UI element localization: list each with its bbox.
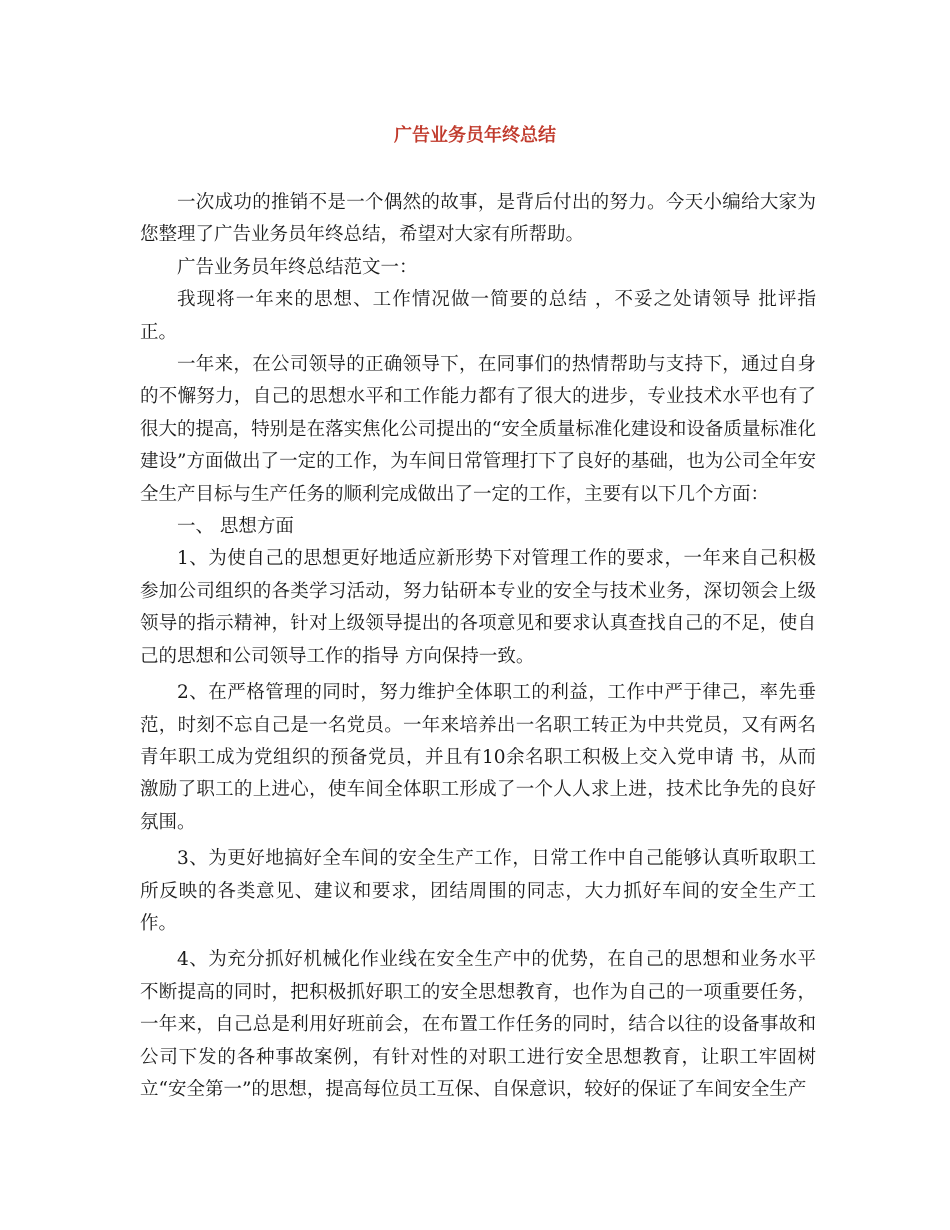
paragraph-item-2: 2、在严格管理的同时，努力维护全体职工的利益，工作中严于律己，率先垂范，时刻不忘自己是一名党员。一年来培养出一名职工转正为中共党员，又有两名青年职工成为党组织的预备党员，并且有10余名职工积极上交入党申请 书，从而激励了职工的上进心，使车间全体职工形成了一个人人求上进，技术比争先的良好氛围。 xyxy=(140,682,816,833)
section-heading-thinking: 一、 思想方面 xyxy=(177,516,294,538)
paragraph-sample-heading: 广告业务员年终总结范文一： xyxy=(177,256,418,278)
paragraph-item-4: 4、为充分抓好机械化作业线在安全生产中的优势，在自己的思想和业务水平不断提高的同时，把积极抓好职工的安全思想教育，也作为自己的一项重要任务，一年来，自己总是利用好班前会，在布置工作任务的同时，结合以往的设备事故和公司下发的各种事故案例，有针对性的对职工进行安全思想教育，让职工牢固树立“安全第一”的思想，提高每位员工互保、自保意识，较好的保证了车间安全生产 xyxy=(140,949,816,1100)
document-body xyxy=(140,187,816,1106)
document-title: 广告业务员年终总结 xyxy=(394,125,556,146)
paragraph-year-overview: 一年来，在公司领导的正确领导下，在同事们的热情帮助与支持下，通过自身的不懈努力，自己的思想水平和工作能力都有了很大的进步，专业技术水平也有了很大的提高，特别是在落实焦化公司提出的“安全质量标准化建设和设备质量标准化建设”方面做出了一定的工作，为车间日常管理打下了良好的基础，也为公司全年安全生产目标与生产任务的顺利完成做出了一定的工作，主要有以下几个方面： xyxy=(140,354,816,505)
paragraph-summary-lead: 我现将一年来的思想、工作情况做一简要的总结 ，不妥之处请领导 批评指正。 xyxy=(140,289,816,343)
paragraph-item-1: 1、为使自己的思想更好地适应新形势下对管理工作的要求，一年来自己积极参加公司组织的各类学习活动，努力钻研本专业的安全与技术业务，深切领会上级领导的指示精神，针对上级领导提出的各项意见和要求认真查找自己的不足，使自己的思想和公司领导工作的指导 方向保持一致。 xyxy=(140,548,816,667)
paragraph-item-3: 3、为更好地搞好全车间的安全生产工作，日常工作中自己能够认真听取职工所反映的各类意见、建议和要求，团结周围的同志，大力抓好车间的安全生产工作。 xyxy=(140,848,816,934)
paragraph-intro: 一次成功的推销不是一个偶然的故事，是背后付出的努力。今天小编给大家为您整理了广告业务员年终总结，希望对大家有所帮助。 xyxy=(140,192,816,246)
